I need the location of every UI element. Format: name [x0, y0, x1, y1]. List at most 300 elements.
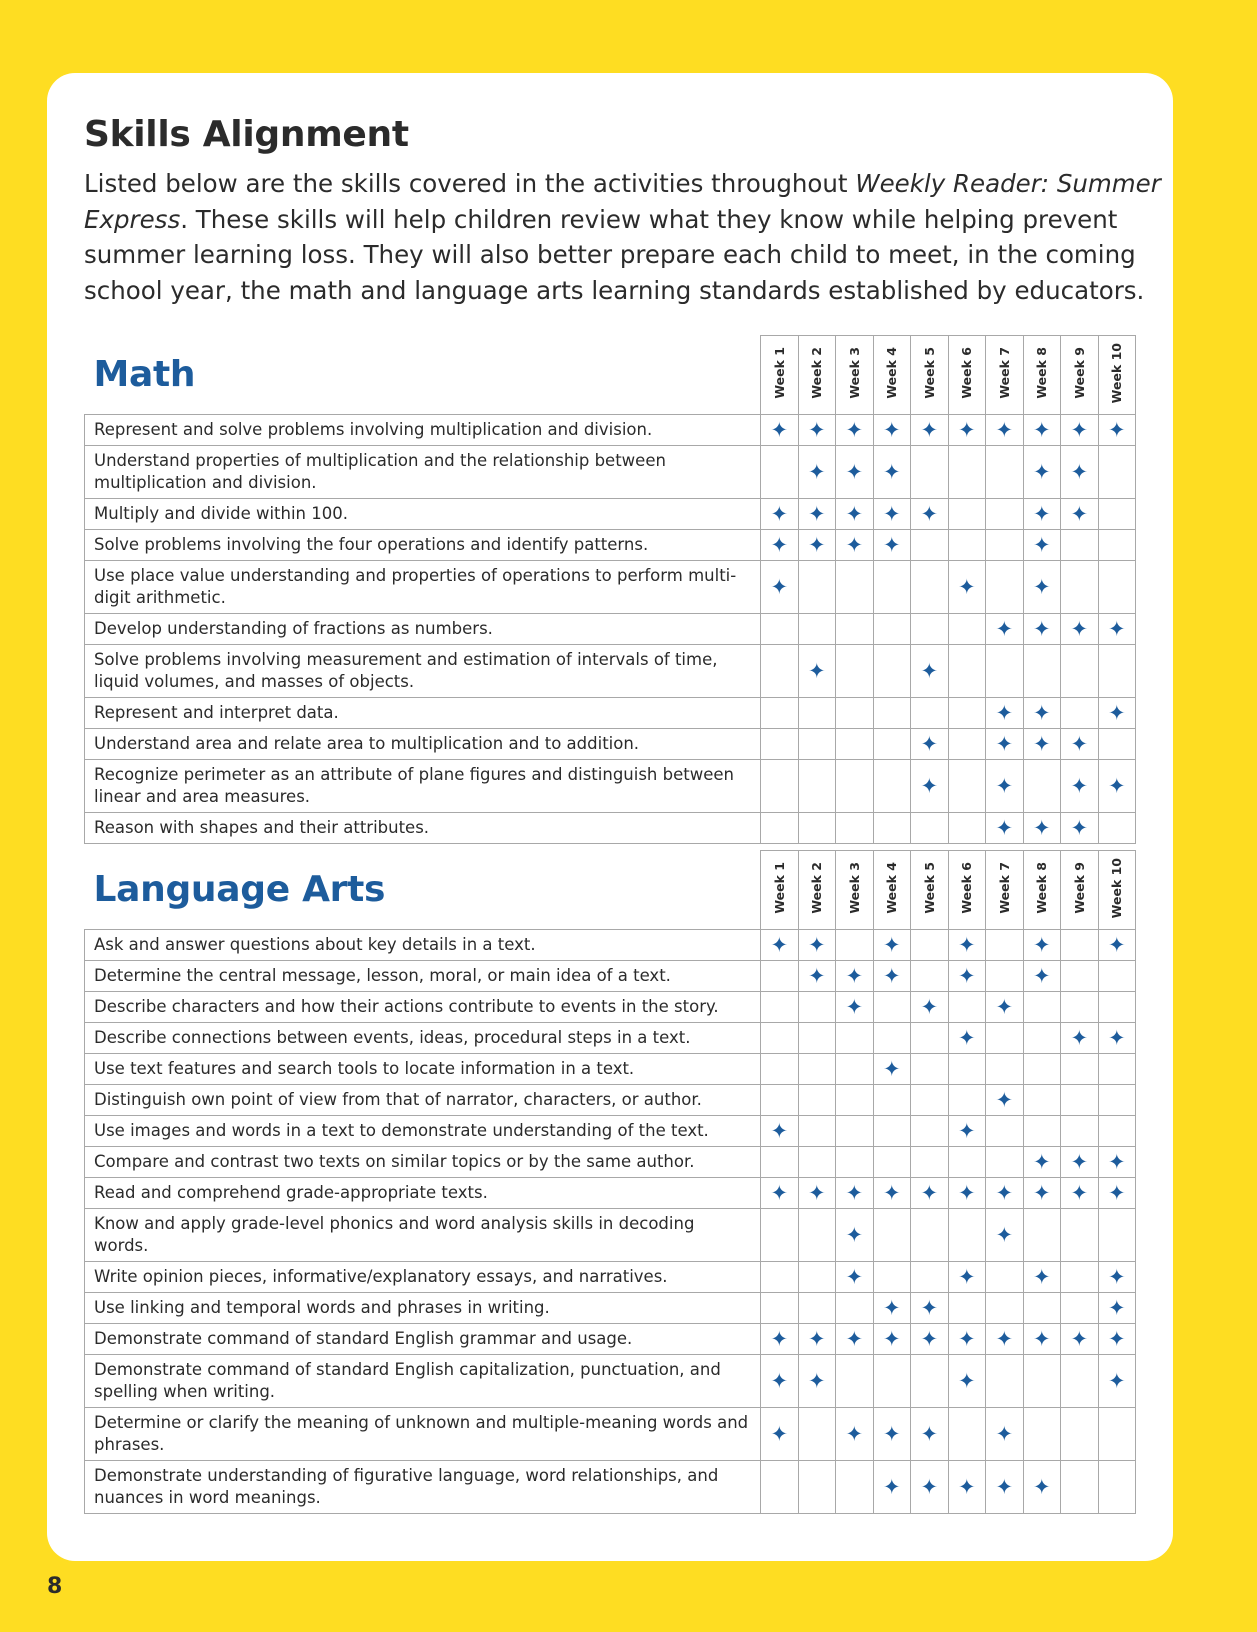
week-label: Week 8: [1034, 347, 1050, 399]
section-title: Language Arts: [85, 851, 761, 930]
week-cell: [798, 614, 836, 645]
skill-row: [85, 1054, 1136, 1085]
week-column-header: [911, 336, 949, 415]
week-cell: [986, 614, 1024, 645]
week-cell: [761, 1461, 799, 1514]
week-cell: [1061, 614, 1099, 645]
week-cell: [836, 1324, 874, 1355]
four-point-star-icon: ✦: [995, 417, 1014, 442]
skill-description: Solve problems involving the four operations and identify patterns.: [85, 530, 761, 561]
week-label: Week 4: [884, 862, 900, 914]
week-column-header: [761, 851, 799, 930]
week-cell: [948, 1408, 986, 1461]
four-point-star-icon: ✦: [1070, 731, 1089, 756]
week-cell: [836, 813, 874, 844]
week-cell: [1061, 992, 1099, 1023]
week-cell: [1023, 1209, 1061, 1262]
week-cell: [1098, 992, 1136, 1023]
week-cell: [798, 1209, 836, 1262]
week-cell: [761, 530, 799, 561]
week-cell: [1061, 499, 1099, 530]
week-cell: [761, 645, 799, 698]
four-point-star-icon: ✦: [995, 1180, 1014, 1205]
week-cell: [1061, 1293, 1099, 1324]
four-point-star-icon: ✦: [770, 417, 789, 442]
week-cell: [1098, 1054, 1136, 1085]
week-cell: [911, 1262, 949, 1293]
four-point-star-icon: ✦: [882, 1421, 901, 1446]
week-cell: [1061, 1116, 1099, 1147]
table-header-row: [85, 851, 1136, 930]
week-cell: [948, 645, 986, 698]
week-cell: [761, 1178, 799, 1209]
week-cell: [911, 1054, 949, 1085]
week-column-header: [1023, 851, 1061, 930]
week-cell: [1023, 992, 1061, 1023]
week-label: Week 7: [996, 347, 1012, 399]
week-cell: [1061, 645, 1099, 698]
skill-row: [85, 1262, 1136, 1293]
week-label: Week 1: [771, 347, 787, 399]
skill-description: Demonstrate command of standard English grammar and usage.: [85, 1324, 761, 1355]
week-cell: [911, 1324, 949, 1355]
week-cell: [1061, 961, 1099, 992]
week-cell: [761, 1023, 799, 1054]
four-point-star-icon: ✦: [1070, 773, 1089, 798]
week-column-header: [1098, 851, 1136, 930]
week-cell: [1023, 561, 1061, 614]
four-point-star-icon: ✦: [1107, 1025, 1126, 1050]
week-cell: [986, 645, 1024, 698]
week-cell: [1023, 446, 1061, 499]
week-cell: [911, 1408, 949, 1461]
week-cell: [836, 561, 874, 614]
four-point-star-icon: ✦: [995, 616, 1014, 641]
week-cell: [911, 1023, 949, 1054]
four-point-star-icon: ✦: [1032, 574, 1051, 599]
week-cell: [798, 1054, 836, 1085]
week-cell: [986, 1054, 1024, 1085]
four-point-star-icon: ✦: [770, 932, 789, 957]
week-cell: [1098, 1085, 1136, 1116]
week-cell: [836, 760, 874, 813]
week-cell: [986, 1209, 1024, 1262]
week-cell: [1061, 1054, 1099, 1085]
week-cell: [1061, 1408, 1099, 1461]
week-cell: [1023, 499, 1061, 530]
week-cell: [1061, 561, 1099, 614]
week-cell: [761, 1085, 799, 1116]
week-cell: [1098, 614, 1136, 645]
week-cell: [1023, 760, 1061, 813]
four-point-star-icon: ✦: [1032, 1474, 1051, 1499]
week-column-header: [1061, 336, 1099, 415]
skill-row: [85, 813, 1136, 844]
four-point-star-icon: ✦: [995, 1474, 1014, 1499]
week-cell: [873, 992, 911, 1023]
four-point-star-icon: ✦: [1070, 1326, 1089, 1351]
four-point-star-icon: ✦: [770, 1118, 789, 1143]
table-header-row: [85, 336, 1136, 415]
week-cell: [1023, 1178, 1061, 1209]
week-cell: [986, 1178, 1024, 1209]
week-cell: [1098, 729, 1136, 760]
week-cell: [798, 813, 836, 844]
four-point-star-icon: ✦: [957, 1118, 976, 1143]
four-point-star-icon: ✦: [1107, 616, 1126, 641]
skill-description: Determine or clarify the meaning of unknown and multiple-meaning words and phrases.: [85, 1408, 761, 1461]
week-cell: [986, 561, 1024, 614]
skill-row: [85, 415, 1136, 446]
week-cell: [873, 1461, 911, 1514]
week-cell: [948, 561, 986, 614]
week-cell: [911, 961, 949, 992]
week-cell: [1023, 1461, 1061, 1514]
week-cell: [836, 1023, 874, 1054]
week-label: Week 1: [771, 862, 787, 914]
week-cell: [836, 1147, 874, 1178]
week-cell: [1061, 1085, 1099, 1116]
week-cell: [836, 1293, 874, 1324]
week-cell: [873, 961, 911, 992]
week-cell: [986, 698, 1024, 729]
week-column-header: [986, 851, 1024, 930]
skill-row: [85, 1293, 1136, 1324]
four-point-star-icon: ✦: [770, 574, 789, 599]
language-arts-skills-table: [84, 850, 1136, 1514]
skill-description: Write opinion pieces, informative/explanatory essays, and narratives.: [85, 1262, 761, 1293]
week-cell: [948, 614, 986, 645]
week-cell: [836, 729, 874, 760]
week-cell: [1061, 698, 1099, 729]
skill-row: [85, 1408, 1136, 1461]
week-cell: [911, 1085, 949, 1116]
week-cell: [1098, 530, 1136, 561]
week-label: Week 10: [1109, 857, 1125, 919]
week-column-header: [948, 336, 986, 415]
four-point-star-icon: ✦: [1107, 1368, 1126, 1393]
week-cell: [911, 1116, 949, 1147]
four-point-star-icon: ✦: [957, 574, 976, 599]
week-cell: [761, 813, 799, 844]
skill-row: [85, 1147, 1136, 1178]
four-point-star-icon: ✦: [882, 1295, 901, 1320]
skill-description: Develop understanding of fractions as numbers.: [85, 614, 761, 645]
week-cell: [873, 1262, 911, 1293]
week-cell: [798, 1293, 836, 1324]
week-cell: [836, 1178, 874, 1209]
week-cell: [1023, 415, 1061, 446]
skill-row: [85, 1324, 1136, 1355]
skill-description: Use linking and temporal words and phrases in writing.: [85, 1293, 761, 1324]
four-point-star-icon: ✦: [920, 994, 939, 1019]
four-point-star-icon: ✦: [1032, 932, 1051, 957]
four-point-star-icon: ✦: [807, 1180, 826, 1205]
week-cell: [873, 645, 911, 698]
week-cell: [986, 813, 1024, 844]
week-cell: [836, 614, 874, 645]
week-cell: [911, 499, 949, 530]
four-point-star-icon: ✦: [920, 1421, 939, 1446]
week-cell: [1023, 1324, 1061, 1355]
week-cell: [836, 698, 874, 729]
week-cell: [873, 561, 911, 614]
week-cell: [1098, 1147, 1136, 1178]
week-cell: [1023, 1262, 1061, 1293]
week-cell: [798, 1408, 836, 1461]
week-cell: [948, 1355, 986, 1408]
skill-description: Use text features and search tools to locate information in a text.: [85, 1054, 761, 1085]
week-label: Week 5: [921, 862, 937, 914]
four-point-star-icon: ✦: [807, 963, 826, 988]
week-column-header: [911, 851, 949, 930]
week-cell: [911, 760, 949, 813]
four-point-star-icon: ✦: [995, 773, 1014, 798]
week-cell: [986, 1324, 1024, 1355]
week-cell: [948, 1293, 986, 1324]
week-cell: [798, 1085, 836, 1116]
week-cell: [1098, 1116, 1136, 1147]
week-cell: [836, 530, 874, 561]
four-point-star-icon: ✦: [995, 1087, 1014, 1112]
four-point-star-icon: ✦: [957, 1180, 976, 1205]
four-point-star-icon: ✦: [882, 417, 901, 442]
week-cell: [798, 446, 836, 499]
week-label: Week 9: [1071, 347, 1087, 399]
week-cell: [911, 1355, 949, 1408]
week-cell: [1061, 1262, 1099, 1293]
skill-description: Understand area and relate area to multiplication and to addition.: [85, 729, 761, 760]
week-cell: [1098, 961, 1136, 992]
week-cell: [873, 446, 911, 499]
week-cell: [761, 1293, 799, 1324]
four-point-star-icon: ✦: [1107, 417, 1126, 442]
week-cell: [1023, 530, 1061, 561]
four-point-star-icon: ✦: [995, 700, 1014, 725]
four-point-star-icon: ✦: [1032, 1149, 1051, 1174]
week-cell: [1023, 1355, 1061, 1408]
four-point-star-icon: ✦: [957, 1326, 976, 1351]
week-cell: [1098, 561, 1136, 614]
four-point-star-icon: ✦: [920, 731, 939, 756]
skill-description: Use place value understanding and properties of operations to perform multi-digit arithmetic.: [85, 561, 761, 614]
skill-description: Determine the central message, lesson, moral, or main idea of a text.: [85, 961, 761, 992]
week-cell: [1098, 698, 1136, 729]
four-point-star-icon: ✦: [845, 501, 864, 526]
skill-description: Demonstrate command of standard English capitalization, punctuation, and spelling when writing.: [85, 1355, 761, 1408]
four-point-star-icon: ✦: [1107, 1180, 1126, 1205]
four-point-star-icon: ✦: [845, 459, 864, 484]
week-cell: [798, 1461, 836, 1514]
four-point-star-icon: ✦: [845, 994, 864, 1019]
four-point-star-icon: ✦: [845, 963, 864, 988]
week-cell: [948, 729, 986, 760]
week-cell: [873, 1408, 911, 1461]
week-cell: [1061, 760, 1099, 813]
skill-description: Compare and contrast two texts on similar topics or by the same author.: [85, 1147, 761, 1178]
four-point-star-icon: ✦: [1032, 1180, 1051, 1205]
week-cell: [911, 415, 949, 446]
week-cell: [948, 961, 986, 992]
four-point-star-icon: ✦: [995, 731, 1014, 756]
week-cell: [948, 1262, 986, 1293]
four-point-star-icon: ✦: [807, 459, 826, 484]
skill-description: Ask and answer questions about key details in a text.: [85, 930, 761, 961]
skill-row: [85, 1023, 1136, 1054]
four-point-star-icon: ✦: [1032, 1264, 1051, 1289]
week-cell: [1023, 1293, 1061, 1324]
four-point-star-icon: ✦: [1070, 1025, 1089, 1050]
week-cell: [836, 992, 874, 1023]
four-point-star-icon: ✦: [1070, 815, 1089, 840]
four-point-star-icon: ✦: [807, 501, 826, 526]
week-cell: [761, 1355, 799, 1408]
week-cell: [1098, 1293, 1136, 1324]
week-cell: [948, 1116, 986, 1147]
week-cell: [873, 729, 911, 760]
week-cell: [911, 446, 949, 499]
four-point-star-icon: ✦: [882, 1474, 901, 1499]
week-column-header: [1023, 336, 1061, 415]
four-point-star-icon: ✦: [920, 1295, 939, 1320]
week-cell: [948, 415, 986, 446]
week-cell: [1023, 961, 1061, 992]
week-cell: [986, 1116, 1024, 1147]
week-cell: [1061, 1355, 1099, 1408]
skill-description: Represent and solve problems involving multiplication and division.: [85, 415, 761, 446]
week-cell: [873, 1324, 911, 1355]
week-cell: [1061, 1209, 1099, 1262]
week-cell: [1023, 1023, 1061, 1054]
week-cell: [836, 1054, 874, 1085]
four-point-star-icon: ✦: [957, 1474, 976, 1499]
four-point-star-icon: ✦: [957, 1025, 976, 1050]
four-point-star-icon: ✦: [995, 815, 1014, 840]
week-cell: [986, 1408, 1024, 1461]
intro-text-1: Listed below are the skills covered in the activities throughout: [84, 169, 856, 198]
week-cell: [836, 1085, 874, 1116]
four-point-star-icon: ✦: [957, 932, 976, 957]
week-cell: [761, 415, 799, 446]
four-point-star-icon: ✦: [920, 658, 939, 683]
week-cell: [1098, 499, 1136, 530]
skill-description: Recognize perimeter as an attribute of plane figures and distinguish between linear and area measures.: [85, 760, 761, 813]
four-point-star-icon: ✦: [1032, 417, 1051, 442]
four-point-star-icon: ✦: [920, 1326, 939, 1351]
week-cell: [761, 1262, 799, 1293]
four-point-star-icon: ✦: [1032, 815, 1051, 840]
week-cell: [761, 1324, 799, 1355]
week-column-header: [873, 336, 911, 415]
skill-row: [85, 760, 1136, 813]
week-column-header: [873, 851, 911, 930]
four-point-star-icon: ✦: [957, 963, 976, 988]
skill-row: [85, 992, 1136, 1023]
four-point-star-icon: ✦: [845, 1264, 864, 1289]
skill-row: [85, 961, 1136, 992]
week-cell: [1023, 1085, 1061, 1116]
week-cell: [1098, 446, 1136, 499]
skill-row: [85, 530, 1136, 561]
week-cell: [986, 930, 1024, 961]
skill-description: Represent and interpret data.: [85, 698, 761, 729]
week-cell: [1061, 415, 1099, 446]
week-cell: [1061, 930, 1099, 961]
week-cell: [986, 729, 1024, 760]
week-cell: [798, 1324, 836, 1355]
week-cell: [873, 1054, 911, 1085]
week-label: Week 4: [884, 347, 900, 399]
four-point-star-icon: ✦: [845, 532, 864, 557]
four-point-star-icon: ✦: [920, 1474, 939, 1499]
skill-row: [85, 729, 1136, 760]
four-point-star-icon: ✦: [770, 1421, 789, 1446]
week-cell: [798, 1147, 836, 1178]
four-point-star-icon: ✦: [770, 1368, 789, 1393]
week-cell: [948, 499, 986, 530]
page-number: 8: [47, 1574, 63, 1599]
week-label: Week 3: [846, 347, 862, 399]
week-cell: [798, 1355, 836, 1408]
four-point-star-icon: ✦: [1107, 1264, 1126, 1289]
week-cell: [836, 930, 874, 961]
week-cell: [986, 415, 1024, 446]
skill-row: [85, 446, 1136, 499]
week-cell: [948, 930, 986, 961]
week-label: Week 6: [959, 347, 975, 399]
four-point-star-icon: ✦: [1107, 773, 1126, 798]
four-point-star-icon: ✦: [807, 1326, 826, 1351]
week-cell: [873, 698, 911, 729]
section-title: Math: [85, 336, 761, 415]
skill-description: Multiply and divide within 100.: [85, 499, 761, 530]
skill-row: [85, 1085, 1136, 1116]
week-cell: [761, 1408, 799, 1461]
week-cell: [948, 1324, 986, 1355]
week-cell: [911, 561, 949, 614]
week-cell: [798, 961, 836, 992]
week-cell: [1023, 1147, 1061, 1178]
week-cell: [948, 992, 986, 1023]
week-cell: [986, 499, 1024, 530]
four-point-star-icon: ✦: [1032, 501, 1051, 526]
week-cell: [1061, 1461, 1099, 1514]
week-column-header: [798, 851, 836, 930]
week-cell: [761, 992, 799, 1023]
four-point-star-icon: ✦: [770, 1180, 789, 1205]
four-point-star-icon: ✦: [1070, 417, 1089, 442]
week-cell: [836, 1116, 874, 1147]
week-cell: [1098, 1023, 1136, 1054]
four-point-star-icon: ✦: [1107, 1149, 1126, 1174]
week-cell: [1061, 813, 1099, 844]
four-point-star-icon: ✦: [845, 1421, 864, 1446]
four-point-star-icon: ✦: [957, 1264, 976, 1289]
four-point-star-icon: ✦: [845, 417, 864, 442]
week-cell: [873, 1178, 911, 1209]
four-point-star-icon: ✦: [1107, 1295, 1126, 1320]
week-cell: [873, 1085, 911, 1116]
four-point-star-icon: ✦: [920, 501, 939, 526]
week-cell: [873, 1116, 911, 1147]
week-cell: [986, 1461, 1024, 1514]
four-point-star-icon: ✦: [1070, 616, 1089, 641]
week-cell: [1098, 760, 1136, 813]
four-point-star-icon: ✦: [995, 994, 1014, 1019]
four-point-star-icon: ✦: [1107, 1326, 1126, 1351]
week-cell: [798, 760, 836, 813]
week-column-header: [1098, 336, 1136, 415]
